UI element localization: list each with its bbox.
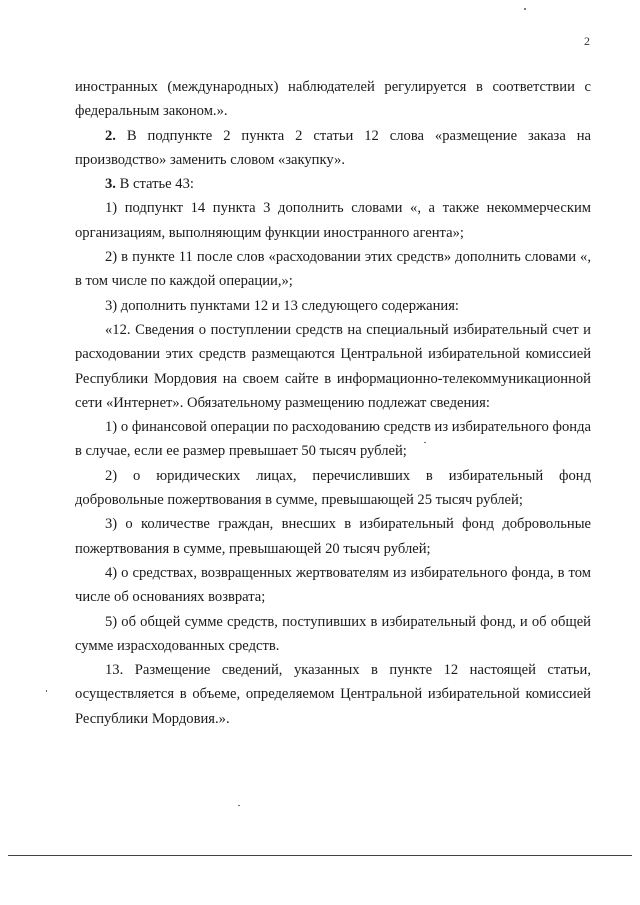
paragraph-text: 13. Размещение сведений, указанных в пункте 12 настоящей статьи, осуществляется в объеме, определяемом Центральной избирательной комиссией Республики Мордовия.». bbox=[75, 662, 591, 727]
item-number: 2. bbox=[105, 127, 116, 144]
paragraph-text: 1) подпункт 14 пункта 3 дополнить словами «, а также некоммерческим организациям, выполняющим функции иностранного агента»; bbox=[75, 200, 591, 241]
paragraph bbox=[75, 561, 591, 610]
paragraph-text: В статье 43: bbox=[115, 176, 194, 193]
paragraph-text: 2) в пункте 11 после слов «расходовании этих средств» дополнить словами «, в том числе по каждой операции,»; bbox=[75, 249, 591, 290]
paragraph bbox=[75, 294, 591, 318]
paragraph bbox=[75, 318, 591, 415]
bottom-rule bbox=[8, 855, 632, 856]
paragraph bbox=[75, 245, 591, 294]
paragraph bbox=[75, 512, 591, 561]
paragraph-text: 4) о средствах, возвращенных жертвователям из избирательного фонда, в том числе об основаниях возврата; bbox=[75, 564, 591, 606]
paragraph bbox=[75, 75, 591, 124]
paragraph bbox=[75, 658, 591, 731]
paragraph bbox=[75, 124, 591, 173]
scan-speck bbox=[46, 690, 47, 692]
paragraph-text: 3) о количестве граждан, внесших в избирательный фонд добровольные пожертвования в сумме, превышающей 20 тысяч рублей; bbox=[75, 516, 591, 557]
paragraph bbox=[75, 464, 591, 513]
paragraph bbox=[75, 610, 591, 659]
paragraph bbox=[75, 172, 591, 196]
scan-speck bbox=[238, 805, 240, 806]
paragraph bbox=[75, 196, 591, 245]
paragraph-text: В подпункте 2 пункта 2 статьи 12 слова «размещение заказа на производство» заменить словом «закупку». bbox=[75, 127, 591, 168]
paragraph-text: 3) дополнить пунктами 12 и 13 следующего содержания: bbox=[105, 297, 459, 314]
paragraph-text: «12. Сведения о поступлении средств на специальный избирательный счет и расходовании этих средств размещаются Центральной избирательной комиссией Республики Мордовия на своем сайте в информационно-телекоммуникационной сети «Интернет». Обязательному размещению подлежат сведения: bbox=[75, 321, 591, 411]
item-number: 3. bbox=[105, 176, 116, 193]
scan-speck bbox=[524, 8, 526, 10]
document-body bbox=[75, 75, 591, 731]
page-number: 2 bbox=[584, 34, 590, 48]
paragraph-text: 5) об общей сумме средств, поступивших в избирательный фонд, и об общей сумме израсходованных средств. bbox=[75, 613, 591, 654]
paragraph-text: иностранных (международных) наблюдателей регулируется в соответствии с федеральным законом.». bbox=[75, 79, 591, 120]
paragraph-text: 1) о финансовой операции по расходованию средств из избирательного фонда в случае, если ее размер превышает 50 тысяч рублей; bbox=[75, 419, 591, 460]
paragraph-text: 2) о юридических лицах, перечисливших в избирательный фонд добровольные пожертвования в сумме, превышающей 25 тысяч рублей; bbox=[75, 467, 591, 509]
paragraph bbox=[75, 415, 591, 464]
